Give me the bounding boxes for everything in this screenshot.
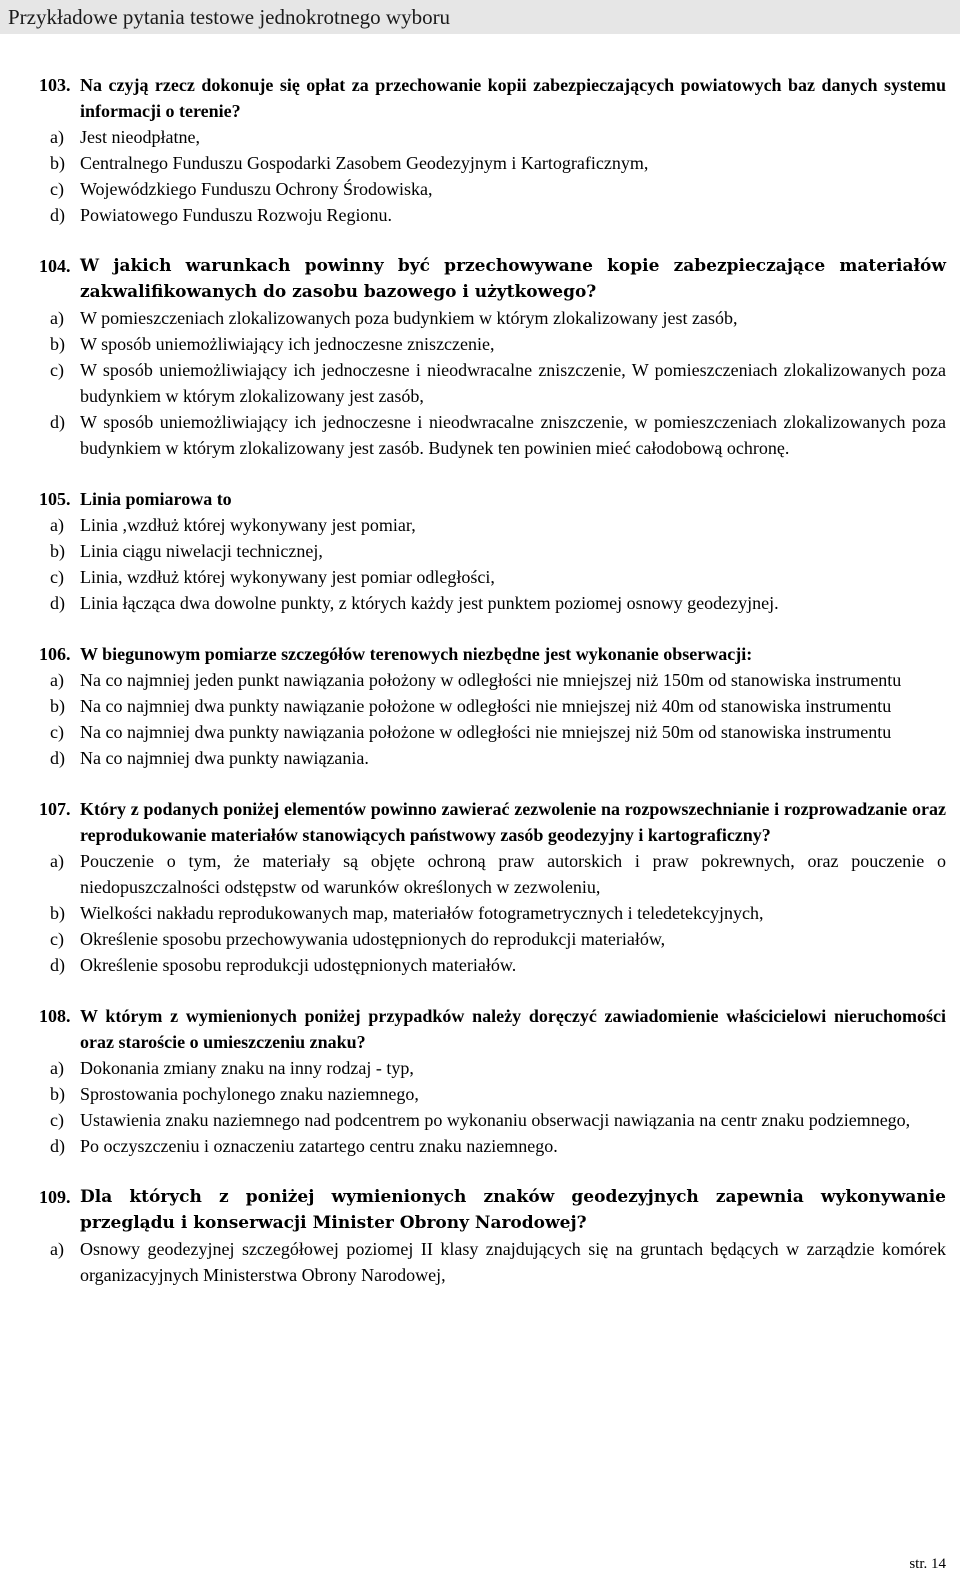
answer-letter: a): [50, 670, 64, 690]
header-title: Przykładowe pytania testowe jednokrotnego wyboru: [8, 5, 451, 29]
answer-text: Pouczenie o tym, że materiały są objęte ochroną praw autorskich i praw pokrewnych, oraz pouczenie o niedopuszczalności odstępstw od warunków określonych w zezwoleniu,: [80, 851, 946, 897]
answer-text: Linia, wzdłuż której wykonywany jest pomiar odległości,: [80, 567, 495, 587]
answer-text: Linia ,wzdłuż której wykonywany jest pomiar,: [80, 515, 416, 535]
question-106: [39, 641, 946, 771]
answer-option: [50, 202, 946, 228]
answer-option: [50, 952, 946, 978]
answer-letter: b): [50, 696, 65, 716]
answer-text: W sposób uniemożliwiający ich jednoczesne i nieodwracalne zniszczenie, w pomieszczeniach zlokalizowanych poza budynkiem w którym zlokalizowany jest zasób. Budynek ten powinien mieć całodobową ochronę.: [80, 412, 946, 458]
question-number: 108.: [39, 1006, 71, 1026]
answer-list: [39, 124, 946, 228]
answer-letter: a): [50, 127, 64, 147]
question-108: [39, 1003, 946, 1159]
answer-text: W sposób uniemożliwiający ich jednoczesne zniszczenie,: [80, 334, 495, 354]
answer-text: Linia ciągu niwelacji technicznej,: [80, 541, 323, 561]
answer-option: [50, 1107, 946, 1133]
question-text: Dla których z poniżej wymienionych znaków geodezyjnych zapewnia wykonywanie przeglądu i konserwacji Minister Obrony Narodowej?: [80, 1187, 946, 1233]
answer-option: [50, 357, 946, 409]
answer-text: Określenie sposobu reprodukcji udostępnionych materiałów.: [80, 955, 517, 975]
answer-text: Na co najmniej dwa punkty nawiązanie położone w odległości nie mniejszej niż 40m od stanowiska instrumentu: [80, 696, 892, 716]
answer-text: Jest nieodpłatne,: [80, 127, 200, 147]
answer-letter: d): [50, 748, 65, 768]
answer-text: W sposób uniemożliwiający ich jednoczesne i nieodwracalne zniszczenie, W pomieszczeniach zlokalizowanych poza budynkiem w którym zlokalizowany jest zasób,: [80, 360, 946, 406]
question-104: [39, 253, 946, 461]
answer-option: [50, 124, 946, 150]
question-text: Na czyją rzecz dokonuje się opłat za przechowanie kopii zabezpieczających powiatowych baz danych systemu informacji o terenie?: [80, 75, 946, 121]
question-number: 109.: [39, 1187, 71, 1207]
answer-letter: a): [50, 308, 64, 328]
answer-letter: a): [50, 1239, 64, 1259]
question-heading: [39, 72, 946, 124]
answer-option: [50, 1236, 946, 1288]
answer-text: Na co najmniej dwa punkty nawiązania.: [80, 748, 369, 768]
answer-option: [50, 331, 946, 357]
answer-option: [50, 150, 946, 176]
answer-letter: a): [50, 515, 64, 535]
answer-option: [50, 848, 946, 900]
answer-text: Powiatowego Funduszu Rozwoju Regionu.: [80, 205, 392, 225]
answer-letter: a): [50, 1058, 64, 1078]
answer-letter: c): [50, 722, 64, 742]
question-107: [39, 796, 946, 978]
answer-text: Centralnego Funduszu Gospodarki Zasobem Geodezyjnym i Kartograficznym,: [80, 153, 649, 173]
answer-option: [50, 693, 946, 719]
answer-text: Linia łącząca dwa dowolne punkty, z których każdy jest punktem poziomej osnowy geodezyjnej.: [80, 593, 779, 613]
page-header: [0, 0, 960, 34]
question-heading: [39, 1003, 946, 1055]
answer-letter: c): [50, 929, 64, 949]
answer-letter: b): [50, 334, 65, 354]
answer-letter: c): [50, 1110, 64, 1130]
answer-text: Określenie sposobu przechowywania udostępnionych do reprodukcji materiałów,: [80, 929, 666, 949]
answer-option: [50, 176, 946, 202]
question-text: W którym z wymienionych poniżej przypadków należy doręczyć zawiadomienie właścicielowi nieruchomości oraz staroście o umieszczeniu znaku?: [80, 1006, 946, 1052]
question-heading: [39, 1184, 946, 1236]
answer-option: [50, 409, 946, 461]
question-text: W jakich warunkach powinny być przechowywane kopie zabezpieczające materiałów zakwalifikowanych do zasobu bazowego i użytkowego?: [80, 256, 946, 302]
answer-text: Wojewódzkiego Funduszu Ochrony Środowiska,: [80, 179, 433, 199]
question-number: 104.: [39, 256, 71, 276]
questions-list: [39, 72, 946, 1313]
answer-list: [39, 305, 946, 461]
answer-letter: b): [50, 541, 65, 561]
answer-list: [39, 848, 946, 978]
question-number: 105.: [39, 489, 71, 509]
answer-option: [50, 719, 946, 745]
answer-option: [50, 564, 946, 590]
answer-option: [50, 926, 946, 952]
answer-option: [50, 590, 946, 616]
question-109: [39, 1184, 946, 1288]
answer-letter: b): [50, 153, 65, 173]
question-heading: [39, 486, 946, 512]
question-number: 107.: [39, 799, 71, 819]
answer-letter: b): [50, 903, 65, 923]
answer-text: Wielkości nakładu reprodukowanych map, materiałów fotogrametrycznych i teledetekcyjnych,: [80, 903, 764, 923]
answer-option: [50, 512, 946, 538]
question-103: [39, 72, 946, 228]
answer-option: [50, 538, 946, 564]
answer-letter: a): [50, 851, 64, 871]
question-text: Linia pomiarowa to: [80, 489, 232, 509]
answer-letter: c): [50, 179, 64, 199]
answer-text: W pomieszczeniach zlokalizowanych poza budynkiem w którym zlokalizowany jest zasób,: [80, 308, 738, 328]
question-number: 106.: [39, 644, 71, 664]
answer-text: Dokonania zmiany znaku na inny rodzaj - typ,: [80, 1058, 414, 1078]
question-number: 103.: [39, 75, 71, 95]
question-105: [39, 486, 946, 616]
answer-text: Ustawienia znaku naziemnego nad podcentrem po wykonaniu obserwacji nawiązania na centr znaku podziemnego,: [80, 1110, 911, 1130]
answer-text: Sprostowania pochylonego znaku naziemnego,: [80, 1084, 419, 1104]
answer-option: [50, 1055, 946, 1081]
answer-option: [50, 1133, 946, 1159]
answer-letter: d): [50, 593, 65, 613]
answer-list: [39, 512, 946, 616]
answer-text: Po oczyszczeniu i oznaczeniu zatartego centru znaku naziemnego.: [80, 1136, 558, 1156]
question-text: Który z podanych poniżej elementów powinno zawierać zezwolenie na rozpowszechnianie i rozprowadzanie oraz reprodukowanie materiałów stanowiących państwowy zasób geodezyjny i kartograficzny?: [80, 799, 946, 845]
answer-list: [39, 667, 946, 771]
answer-list: [39, 1236, 946, 1288]
question-heading: [39, 253, 946, 305]
answer-option: [50, 1081, 946, 1107]
answer-letter: c): [50, 567, 64, 587]
answer-option: [50, 667, 946, 693]
question-heading: [39, 796, 946, 848]
answer-letter: d): [50, 412, 65, 432]
answer-text: Osnowy geodezyjnej szczegółowej poziomej II klasy znajdujących się na gruntach będących w zarządzie komórek organizacyjnych Ministerstwa Obrony Narodowej,: [80, 1239, 946, 1285]
answer-list: [39, 1055, 946, 1159]
answer-letter: d): [50, 205, 65, 225]
answer-text: Na co najmniej dwa punkty nawiązania położone w odległości nie mniejszej niż 50m od stanowiska instrumentu: [80, 722, 892, 742]
answer-option: [50, 305, 946, 331]
answer-letter: b): [50, 1084, 65, 1104]
answer-option: [50, 745, 946, 771]
answer-text: Na co najmniej jeden punkt nawiązania położony w odległości nie mniejszej niż 150m od stanowiska instrumentu: [80, 670, 902, 690]
answer-letter: c): [50, 360, 64, 380]
question-heading: [39, 641, 946, 667]
question-text: W biegunowym pomiarze szczegółów terenowych niezbędne jest wykonanie obserwacji:: [80, 644, 753, 664]
page-number: str. 14: [909, 1556, 946, 1572]
answer-letter: d): [50, 955, 65, 975]
answer-letter: d): [50, 1136, 65, 1156]
answer-option: [50, 900, 946, 926]
